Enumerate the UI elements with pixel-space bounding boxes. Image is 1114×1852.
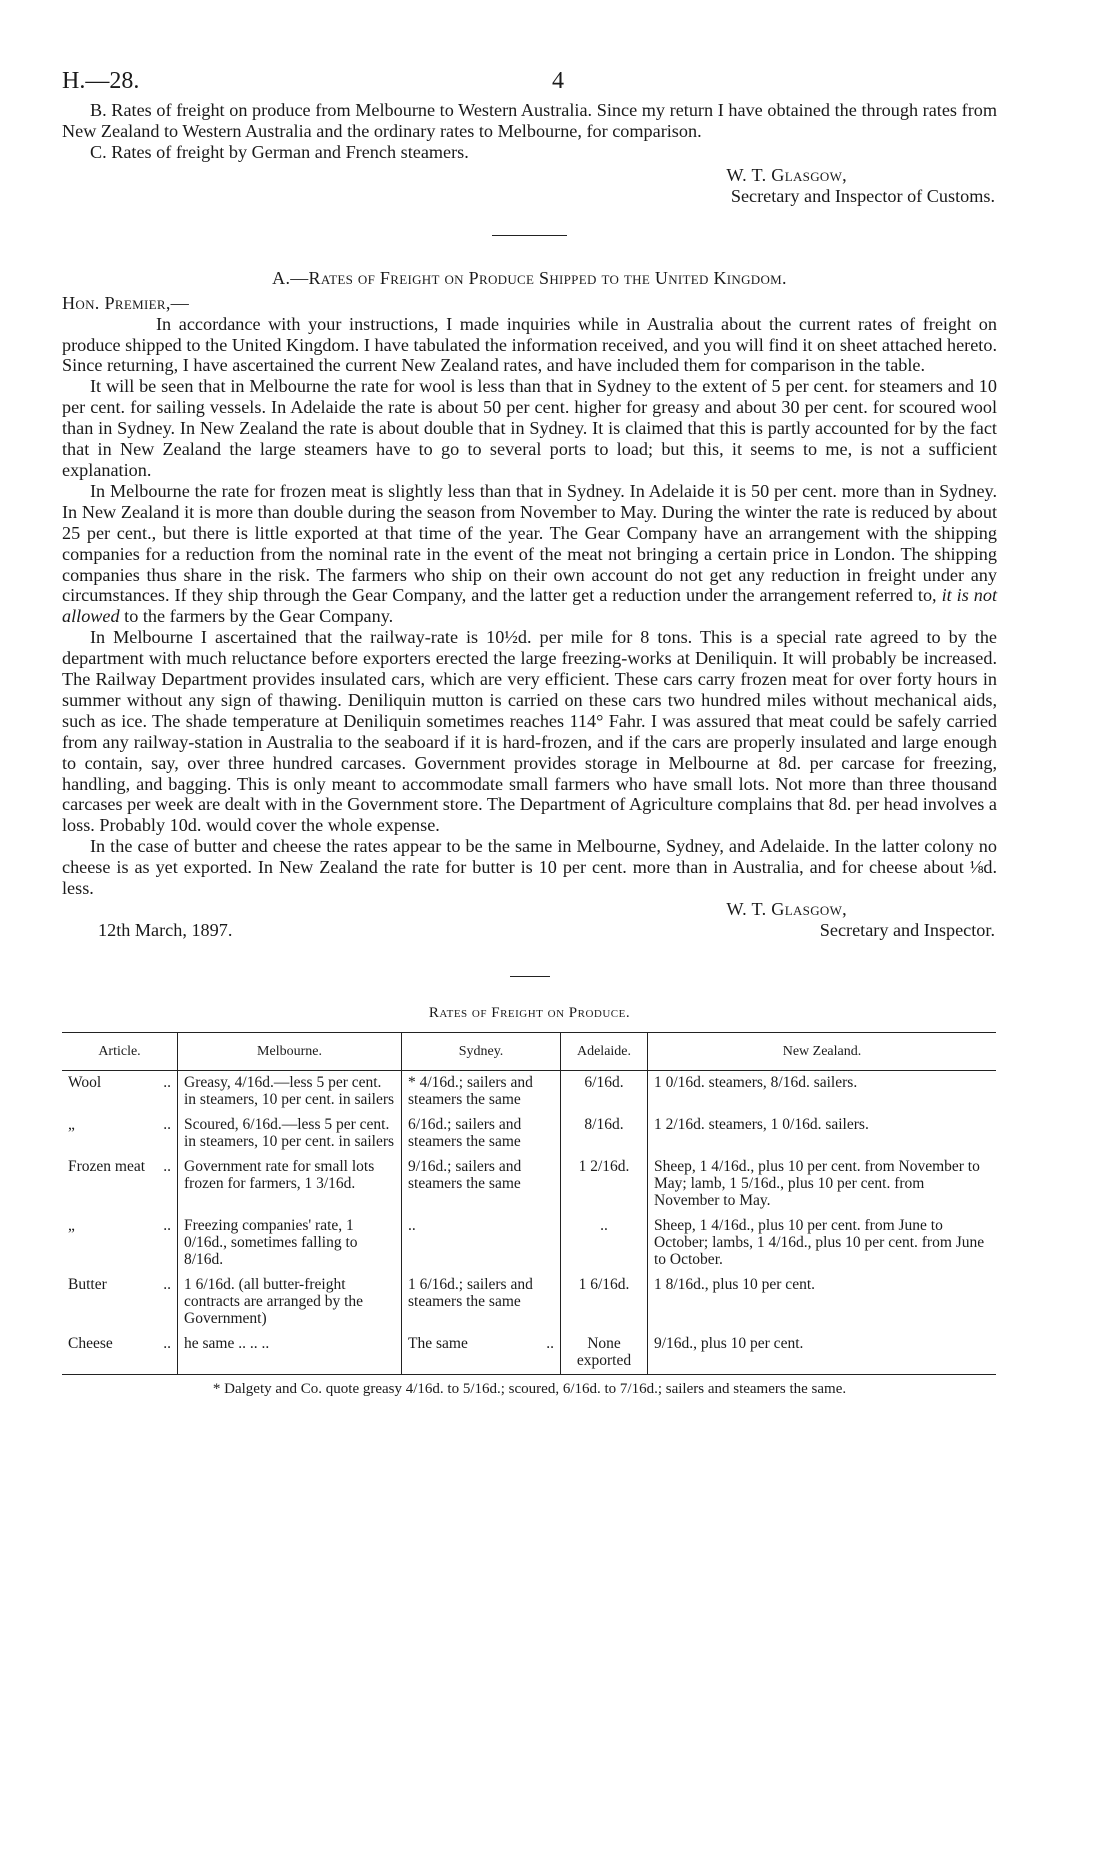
signature-name-2: W. T. Glasgow, (726, 899, 847, 919)
salutation: Hon. Premier,— (62, 292, 190, 313)
letter-paragraph-1: In accordance with your instructions, I made inquiries while in Australia about the current rates of freight on produce shipped to the United Kingdom. I have tabulated the information received, and you will find it on sheet attached hereto. Since returning, I have ascertained the current New Zealand rates, and have included them for comparison in the table. (62, 313, 997, 376)
table-divider (510, 976, 550, 977)
cell-melbourne: Greasy, 4/16d.—less 5 per cent. in steamers, 10 per cent. in sailers (178, 1071, 402, 1114)
cell-sydney: 1 6/16d.; sailers and steamers the same (402, 1273, 561, 1332)
page-number: 4 (552, 68, 564, 94)
cell-new-zealand: 9/16d., plus 10 per cent. (648, 1332, 997, 1375)
signature-name: W. T. Glasgow, (726, 164, 847, 185)
cell-new-zealand: 1 8/16d., plus 10 per cent. (648, 1273, 997, 1332)
table-row (62, 1155, 996, 1214)
letter-paragraph-4: In Melbourne I ascertained that the railway-rate is 10½d. per mile for 8 tons. This is a special rate agreed to by the department with much reluctance before exporters erected the large freezing-works at Deniliquin. It will probably be increased. The Railway Department provides insulated cars, which are very efficient. These cars carry frozen meat for over forty hours in summer without any sign of thawing. Deniliquin mutton is carried on these cars two hundred miles without mechanical aids, such as ice. The shade temperature at Deniliquin sometimes reaches 114° Fahr. I was assured that meat could be safely carried from any railway-station in Australia to the seaboard if it is hard-frozen, and if the cars are properly insulated and large enough to contain, say, over three hundred carcases. Government provides storage in Melbourne at 8d. per carcase for freezing, handling, and bagging. This is only meant to accommodate small farmers who have small lots. Not more than three thousand carcases per week are dealt with in the Government store. The Department of Agriculture complains that 8d. per head involves a loss. Probably 10d. would cover the whole expense. (62, 627, 997, 836)
cell-adelaide: 1 6/16d. (561, 1273, 648, 1332)
cell-new-zealand: 1 0/16d. steamers, 8/16d. sailers. (648, 1071, 997, 1114)
cell-new-zealand: Sheep, 1 4/16d., plus 10 per cent. from June to October; lambs, 1 4/16d., plus 10 per cent. from June to October. (648, 1214, 997, 1273)
cell-melbourne: 1 6/16d. (all butter-freight contracts are arranged by the Government) (178, 1273, 402, 1332)
cell-adelaide: 1 2/16d. (561, 1155, 648, 1214)
cell-article: Cheese .. (62, 1332, 178, 1375)
document-page (62, 0, 997, 1398)
cell-melbourne: Government rate for small lots frozen for farmers, 1 3/16d. (178, 1155, 402, 1214)
cell-article: Frozen meat .. (68, 1158, 171, 1175)
cell-melbourne: Scoured, 6/16d.—less 5 per cent. in steamers, 10 per cent. in sailers (178, 1113, 402, 1155)
leader-dots: .. (163, 1217, 171, 1234)
leader-dots: .. (163, 1335, 171, 1352)
letter-paragraph-2: It will be seen that in Melbourne the rate for wool is less than that in Sydney to the extent of 5 per cent. for steamers and 10 per cent. for sailing vessels. In Adelaide the rate is about 50 per cent. higher for greasy and about 30 per cent. for scoured wool than in Sydney. In New Zealand the rate is about double that in Sydney. It is claimed that this is partly accounted for by the fact that in New Zealand the large steamers have to go to several ports to load; but this, it seems to me, is not a sufficient explanation. (62, 376, 997, 480)
date-line (62, 920, 997, 942)
table-row (62, 1214, 996, 1273)
cell-article: „ .. (68, 1217, 171, 1234)
page-header (62, 0, 997, 100)
cell-article: Butter .. (68, 1276, 171, 1293)
header-melbourne: Melbourne. (178, 1033, 402, 1071)
leader-dots: .. (163, 1276, 171, 1293)
cell-sydney: The same .. (402, 1332, 561, 1375)
cell-adelaide: 8/16d. (561, 1113, 648, 1155)
cell-new-zealand: Sheep, 1 4/16d., plus 10 per cent. from November to May; lamb, 1 5/16d., plus 10 per cent. from November to May. (648, 1155, 997, 1214)
freight-rates-table (62, 1032, 996, 1375)
cell-melbourne: he same .. .. .. (178, 1332, 402, 1375)
cell-sydney: * 4/16d.; sailers and steamers the same (402, 1071, 561, 1114)
cell-sydney: 9/16d.; sailers and steamers the same (402, 1155, 561, 1214)
table-row (62, 1113, 996, 1155)
letter-date: 12th March, 1897. (98, 920, 233, 940)
cell-adelaide: .. (561, 1214, 648, 1273)
leader-dots: .. (163, 1158, 171, 1175)
signature-title-2: Secretary and Inspector. (819, 920, 995, 940)
table-row (62, 1273, 996, 1332)
header-adelaide: Adelaide. (561, 1033, 648, 1071)
cell-melbourne: Freezing companies' rate, 1 0/16d., sometimes falling to 8/16d. (178, 1214, 402, 1273)
table-row (62, 1332, 996, 1375)
document-reference: H.—28. (62, 68, 140, 94)
cell-article: „ .. (68, 1116, 171, 1133)
signature-title: Secretary and Inspector of Customs. (730, 185, 995, 206)
table-title: Rates of Freight on Produce. (428, 1005, 631, 1021)
cell-new-zealand: 1 2/16d. steamers, 1 0/16d. sailers. (648, 1113, 997, 1155)
cell-sydney: .. (402, 1214, 561, 1273)
leader-dots: .. (163, 1074, 171, 1091)
cell-adelaide: 6/16d. (561, 1071, 648, 1114)
leader-dots: .. (546, 1335, 554, 1352)
letter-paragraph-5: In the case of butter and cheese the rates appear to be the same in Melbourne, Sydney, and Adelaide. In the latter colony no cheese is as yet exported. In New Zealand the rate for butter is 10 per cent. more than in Australia, and for cheese about ⅛d. less. (62, 836, 997, 899)
section-divider (492, 235, 567, 236)
leader-dots: .. (163, 1116, 171, 1133)
cell-sydney: 6/16d.; sailers and steamers the same (402, 1113, 561, 1155)
letter-paragraph-3: In Melbourne the rate for frozen meat is slightly less than that in Sydney. In Adelaide it is 50 per cent. more than in Sydney. In New Zealand it is more than double during the season from November to May. During the winter the rate is reduced by about 25 per cent., but there is little exported at that time of the year. The Gear Company have an arrangement with the shipping companies for a reduction from the nominal rate in the event of the meat not bringing a certain price in London. The shipping companies thus share in the risk. The farmers who ship on their own account do not get any reduction in freight under any circumstances. If they ship through the Gear Company, and the latter get a reduction under the arrangement referred to, it is not allowed to the farmers by the Gear Company. (62, 480, 998, 627)
header-article: Article. (62, 1033, 178, 1071)
cell-article: Wool .. (68, 1074, 171, 1091)
table-row (62, 1071, 996, 1114)
intro-paragraph-b: B. Rates of freight on produce from Melbourne to Western Australia. Since my return I have obtained the through rates from New Zealand to Western Australia and the ordinary rates to Melbourne, for comparison. (62, 100, 997, 141)
table-footnote: * Dalgety and Co. quote greasy 4/16d. to 5/16d.; scoured, 6/16d. to 7/16d.; sailers and steamers the same. (212, 1381, 847, 1397)
intro-paragraph-c: C. Rates of freight by German and French steamers. (90, 141, 469, 162)
table-header-row (62, 1033, 996, 1071)
header-sydney: Sydney. (402, 1033, 561, 1071)
header-new-zealand: New Zealand. (648, 1033, 997, 1071)
cell-adelaide: None exported (561, 1332, 648, 1375)
section-title: A.—Rates of Freight on Produce Shipped to the United Kingdom. (272, 267, 787, 288)
